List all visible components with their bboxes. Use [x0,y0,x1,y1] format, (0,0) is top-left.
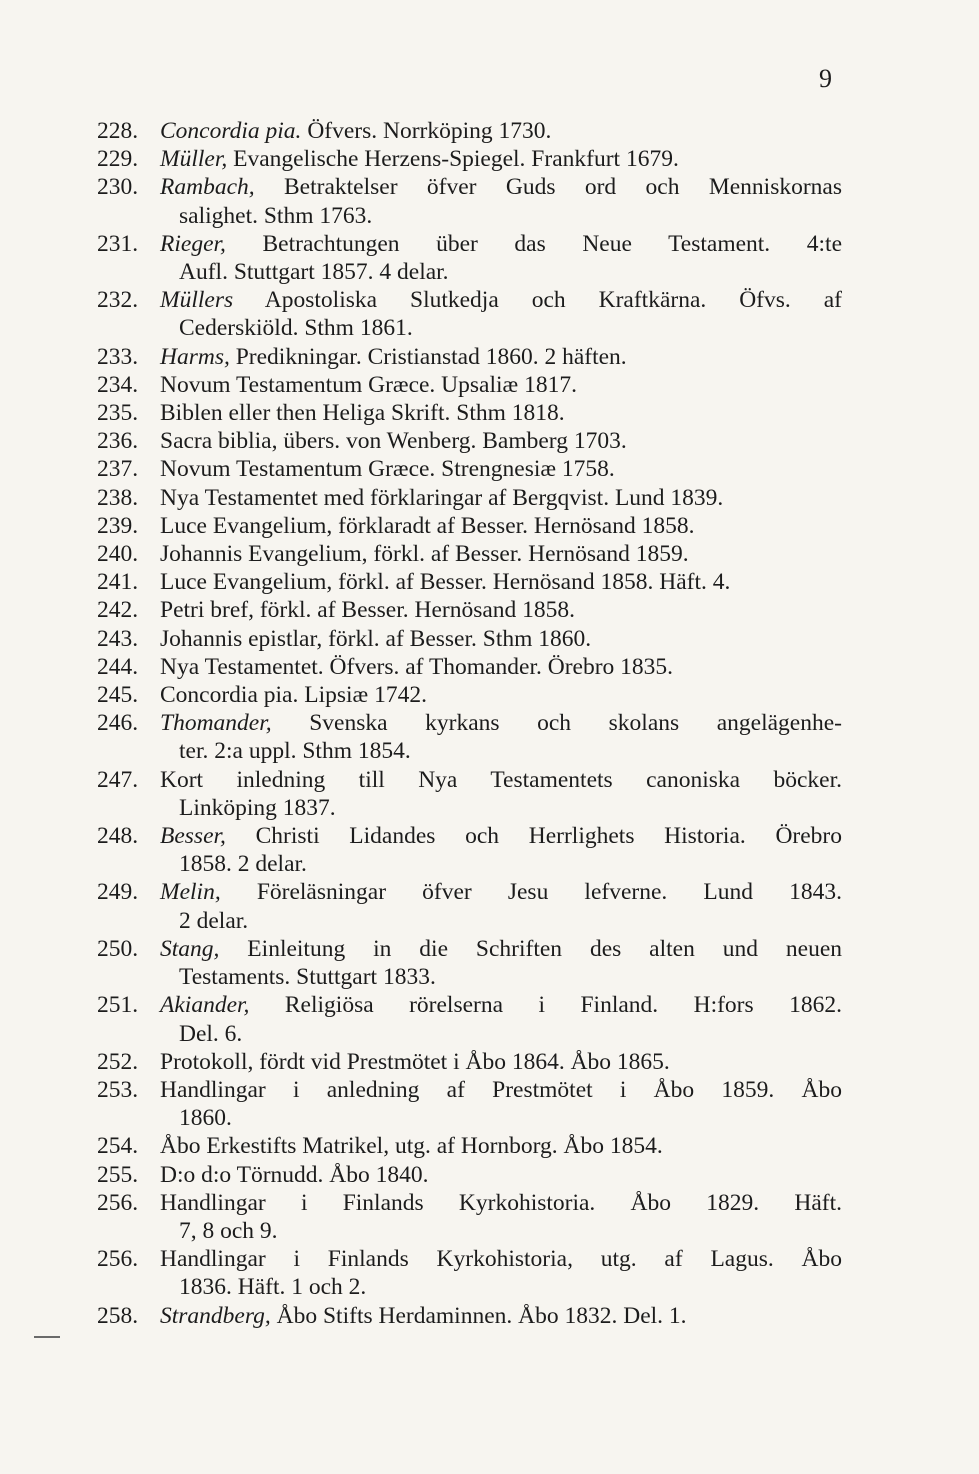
bibliography-entry [97,371,842,399]
entry-segment: Handlingar i Finlands Kyrkohistoria, utg. af Lagus. Åbo [160,1246,842,1273]
entry-segment: Handlingar i anledning af Prestmötet i Åbo 1859. Åbo [160,1076,842,1103]
entry-line [160,484,842,512]
bibliography-list [97,117,842,1330]
bibliography-entry [97,653,842,681]
bibliography-entry [97,145,842,173]
bibliography-entry [97,766,842,822]
entry-segment: Biblen eller then Heliga Skrift. Sthm 1818. [160,400,565,427]
entry-line [160,596,842,624]
entry-line [160,145,842,173]
bibliography-entry [97,1245,842,1301]
entry-segment: Cederskiöld. Sthm 1861. [179,315,413,342]
entry-line [160,709,842,737]
entry-line [160,1076,842,1104]
entry-line [160,455,842,483]
entry-segment: Einleitung in die Schriften des alten und neuen [219,935,842,962]
bibliography-entry [97,455,842,483]
author-name: Thomander, [160,710,272,737]
entry-line [160,286,842,314]
entry-segment: Åbo Erkestifts Matrikel, utg. af Hornborg. Åbo 1854. [160,1133,663,1160]
entry-segment: ter. 2:a uppl. Sthm 1854. [179,738,411,765]
entry-segment: Petri bref, förkl. af Besser. Hernösand 1858. [160,597,576,624]
entry-number: 254. [97,1133,139,1160]
entry-text [160,709,842,765]
entry-text [160,540,842,568]
entry-segment: Concordia pia. Lipsiæ 1742. [160,682,427,709]
entry-line [160,822,842,850]
bibliography-entry [97,484,842,512]
entry-text [160,286,842,342]
author-name: Strandberg, [160,1302,271,1329]
bibliography-entry [97,935,842,991]
entry-segment: Aufl. Stuttgart 1857. 4 delar. [179,259,449,286]
entry-continuation-line [160,963,842,991]
bibliography-entry [97,399,842,427]
entry-number: 253. [97,1076,139,1103]
entry-number: 251. [97,992,139,1019]
entry-text [160,935,842,991]
entry-number: 249. [97,879,139,906]
author-name: Rieger, [160,230,226,257]
entry-number: 236. [97,428,139,455]
bibliography-entry [97,681,842,709]
bibliography-entry [97,286,842,342]
entry-text [160,512,842,540]
entry-line [160,625,842,653]
entry-number: 252. [97,1048,139,1075]
author-name: Müllers [160,287,234,314]
bibliography-entry [97,709,842,765]
entry-text [160,1245,842,1301]
entry-line [160,991,842,1019]
entry-segment: Nya Testamentet med förklaringar af Bergqvist. Lund 1839. [160,484,724,511]
entry-segment: Evangelische Herzens-Spiegel. Frankfurt 1679. [227,146,679,173]
entry-line [160,1245,842,1273]
entry-text [160,991,842,1047]
bibliography-entry [97,230,842,286]
bibliography-entry [97,173,842,229]
entry-line [160,1161,842,1189]
entry-number: 246. [97,710,139,737]
entry-segment: 7, 8 och 9. [179,1217,278,1244]
entry-text [160,568,842,596]
entry-line [160,230,842,258]
entry-segment: Kort inledning till Nya Testamentets canoniska böcker. [160,766,842,793]
entry-number: 230. [97,174,139,201]
entry-continuation-line [160,1217,842,1245]
margin-mark [34,1336,60,1338]
entry-text [160,455,842,483]
bibliography-entry [97,343,842,371]
entry-text [160,343,842,371]
entry-text [160,427,842,455]
bibliography-entry [97,1132,842,1160]
entry-number: 258. [97,1302,139,1329]
entry-segment: 1858. 2 delar. [179,851,307,878]
entry-number: 234. [97,371,139,398]
entry-number: 256. [97,1246,139,1273]
entry-continuation-line [160,850,842,878]
entry-continuation-line [160,907,842,935]
entry-number: 239. [97,512,139,539]
entry-number: 256. [97,1189,139,1216]
entry-number: 228. [97,118,139,144]
entry-segment: Predikningar. Cristianstad 1860. 2 häften. [229,343,627,370]
entry-text [160,1132,842,1160]
entry-number: 241. [97,569,139,596]
entry-segment: Christi Lidandes och Herrlighets Historia. Örebro [225,823,842,850]
entry-line [160,512,842,540]
entry-line [160,653,842,681]
author-name: Akiander, [160,992,250,1019]
entry-number: 232. [97,287,139,314]
entry-segment: Johannis epistlar, förkl. af Besser. Sthm 1860. [160,625,592,652]
entry-number: 250. [97,935,139,962]
entry-continuation-line [160,737,842,765]
bibliography-entry [97,512,842,540]
entry-line [160,1302,842,1330]
entry-segment: Religiösa rörelserna i Finland. H:fors 1862. [249,992,842,1019]
entry-number: 240. [97,541,139,568]
entry-number: 245. [97,682,139,709]
entry-segment: Johannis Evangelium, förkl. af Besser. Hernösand 1859. [160,541,689,568]
entry-number: 233. [97,343,139,370]
entry-segment: Protokoll, fördt vid Prestmötet i Åbo 1864. Åbo 1865. [160,1048,670,1075]
entry-segment: 2 delar. [179,907,249,934]
entry-text [160,371,842,399]
entry-segment: Betraktelser öfver Guds ord och Menniskornas [254,174,842,201]
entry-text [160,484,842,512]
entry-line [160,371,842,399]
author-name: Rambach, [160,174,255,201]
entry-continuation-line [160,258,842,286]
bibliography-entry [97,822,842,878]
bibliography-entry [97,427,842,455]
entry-number: 248. [97,823,139,850]
entry-text [160,173,842,229]
entry-segment: Luce Evangelium, förkl. af Besser. Hernösand 1858. Häft. 4. [160,569,731,596]
bibliography-entry [97,991,842,1047]
bibliography-entry [97,878,842,934]
entry-text [160,1161,842,1189]
entry-continuation-line [160,314,842,342]
entry-line [160,343,842,371]
entry-segment: Öfvers. Norrköping 1730. [301,118,552,144]
entry-segment: Åbo Stifts Herdaminnen. Åbo 1832. Del. 1. [270,1302,687,1329]
entry-continuation-line [160,202,842,230]
entry-segment: Novum Testamentum Græce. Strengnesiæ 1758. [160,456,615,483]
author-name: Melin, [160,879,221,906]
entry-number: 255. [97,1161,139,1188]
entry-segment: Sacra biblia, übers. von Wenberg. Bamberg 1703. [160,428,627,455]
entry-text [160,230,842,286]
entry-number: 243. [97,625,139,652]
bibliography-entry [97,1161,842,1189]
entry-segment: Apostoliska Slutkedja och Kraftkärna. Öfvs. af [233,287,842,314]
entry-line [160,766,842,794]
entry-line [160,540,842,568]
bibliography-entry [97,1076,842,1132]
entry-text [160,1302,842,1330]
entry-text [160,399,842,427]
entry-line [160,935,842,963]
author-name: Müller, [160,146,228,173]
bibliography-entry [97,117,842,145]
entry-segment: D:o d:o Törnudd. Åbo 1840. [160,1161,429,1188]
entry-segment: Del. 6. [179,1020,243,1047]
entry-text [160,878,842,934]
entry-segment: salighet. Sthm 1763. [179,202,373,229]
author-name: Concordia pia. [160,118,302,144]
entry-number: 237. [97,456,139,483]
entry-text [160,625,842,653]
entry-number: 242. [97,597,139,624]
entry-line [160,117,842,145]
entry-line [160,681,842,709]
entry-continuation-line [160,794,842,822]
author-name: Besser, [160,823,226,850]
entry-text [160,1076,842,1132]
entry-text [160,596,842,624]
entry-number: 231. [97,230,139,257]
entry-number: 238. [97,484,139,511]
entry-continuation-line [160,1273,842,1301]
entry-segment: Handlingar i Finlands Kyrkohistoria. Åbo 1829. Häft. [160,1189,842,1216]
entry-text [160,681,842,709]
entry-line [160,1048,842,1076]
entry-text [160,1189,842,1245]
entry-segment: Linköping 1837. [179,794,336,821]
bibliography-entry [97,568,842,596]
entry-segment: Betrachtungen über das Neue Testament. 4:te [225,230,842,257]
entry-number: 244. [97,653,139,680]
entry-segment: 1836. Häft. 1 och 2. [179,1274,367,1301]
entry-segment: Föreläsningar öfver Jesu lefverne. Lund 1843. [220,879,842,906]
entry-line [160,1189,842,1217]
bibliography-entry [97,1048,842,1076]
entry-segment: 1860. [179,1105,232,1132]
entry-continuation-line [160,1020,842,1048]
entry-line [160,173,842,201]
entry-line [160,878,842,906]
entry-text [160,1048,842,1076]
entry-text [160,145,842,173]
entry-text [160,822,842,878]
entry-segment: Novum Testamentum Græce. Upsaliæ 1817. [160,371,577,398]
entry-segment: Nya Testamentet. Öfvers. af Thomander. Örebro 1835. [160,653,674,680]
bibliography-entry [97,625,842,653]
entry-segment: Testaments. Stuttgart 1833. [179,964,436,991]
entry-text [160,766,842,822]
entry-line [160,399,842,427]
bibliography-entry [97,1189,842,1245]
bibliography-entry [97,1302,842,1330]
entry-number: 247. [97,766,139,793]
author-name: Harms, [160,343,230,370]
entry-line [160,568,842,596]
entry-segment: Luce Evangelium, förklaradt af Besser. Hernösand 1858. [160,512,695,539]
entry-line [160,427,842,455]
entry-number: 229. [97,146,139,173]
entry-continuation-line [160,1104,842,1132]
bibliography-entry [97,596,842,624]
entry-text [160,117,842,145]
bibliography-entry [97,540,842,568]
entry-number: 235. [97,400,139,427]
entry-text [160,653,842,681]
entry-segment: Svenska kyrkans och skolans angelägenhe- [271,710,842,737]
author-name: Stang, [160,935,220,962]
page-number: 9 [819,64,832,93]
entry-line [160,1132,842,1160]
